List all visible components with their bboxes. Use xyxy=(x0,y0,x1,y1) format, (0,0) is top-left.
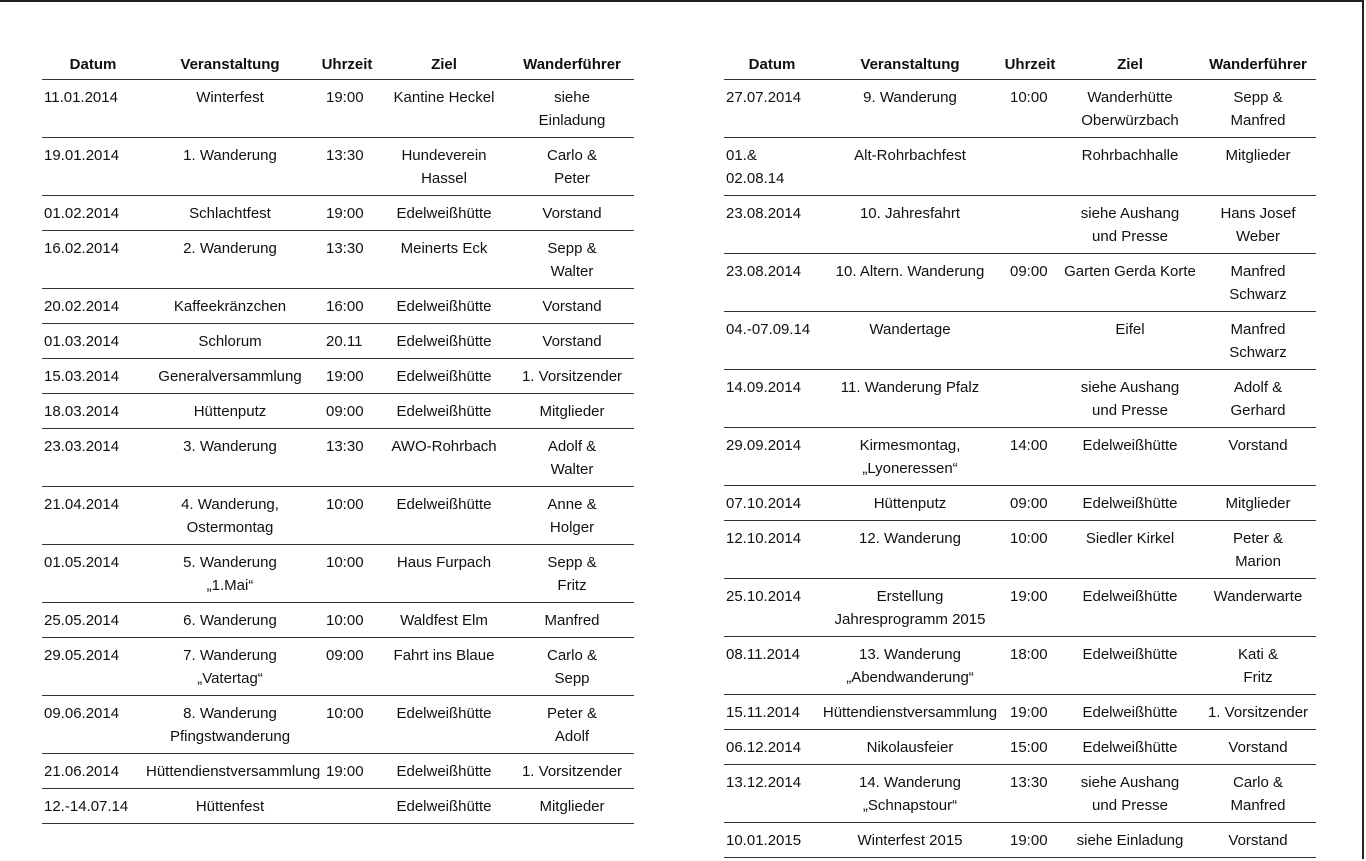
cell-veranstaltung: Hüttenputz xyxy=(820,486,1000,521)
cell-wanderfuehrer: Carlo & Sepp xyxy=(510,638,634,696)
table-row xyxy=(42,80,634,138)
cell-uhrzeit: 19:00 xyxy=(1000,823,1060,858)
cell-wanderfuehrer: Mitglieder xyxy=(1200,486,1316,521)
cell-wanderfuehrer: 1. Vorsitzender xyxy=(510,359,634,394)
cell-veranstaltung: Schlorum xyxy=(144,324,316,359)
cell-uhrzeit xyxy=(1000,312,1060,370)
table-row xyxy=(42,324,634,359)
cell-uhrzeit: 20.11 xyxy=(316,324,378,359)
table-row xyxy=(724,370,1316,428)
cell-ziel: Hundeverein Hassel xyxy=(378,138,510,196)
cell-datum: 21.04.2014 xyxy=(42,487,144,545)
table-row xyxy=(42,429,634,487)
cell-uhrzeit: 10:00 xyxy=(316,487,378,545)
cell-wanderfuehrer: Adolf & Gerhard xyxy=(1200,370,1316,428)
header-datum: Datum xyxy=(42,49,144,80)
cell-veranstaltung: Hüttendienstversammlung xyxy=(820,695,1000,730)
table-row xyxy=(42,487,634,545)
cell-ziel: Edelweißhütte xyxy=(378,754,510,789)
table-row xyxy=(42,289,634,324)
cell-wanderfuehrer: Manfred xyxy=(510,603,634,638)
cell-veranstaltung: Kaffeekränzchen xyxy=(144,289,316,324)
table-row xyxy=(724,823,1316,858)
cell-datum: 18.03.2014 xyxy=(42,394,144,429)
cell-uhrzeit: 10:00 xyxy=(316,545,378,603)
cell-veranstaltung: 12. Wanderung xyxy=(820,521,1000,579)
cell-datum: 25.10.2014 xyxy=(724,579,820,637)
header-ziel: Ziel xyxy=(378,49,510,80)
cell-datum: 01.02.2014 xyxy=(42,196,144,231)
cell-uhrzeit: 10:00 xyxy=(316,603,378,638)
header-uhrzeit: Uhrzeit xyxy=(1000,49,1060,80)
table-row xyxy=(42,754,634,789)
cell-veranstaltung: 8. Wanderung Pfingstwanderung xyxy=(144,696,316,754)
table-row xyxy=(724,765,1316,823)
cell-veranstaltung: Erstellung Jahresprogramm 2015 xyxy=(820,579,1000,637)
cell-veranstaltung: 10. Jahresfahrt xyxy=(820,196,1000,254)
cell-datum: 09.06.2014 xyxy=(42,696,144,754)
cell-veranstaltung: Nikolausfeier xyxy=(820,730,1000,765)
cell-wanderfuehrer: Sepp & Manfred xyxy=(1200,80,1316,138)
cell-uhrzeit xyxy=(1000,196,1060,254)
cell-uhrzeit: 19:00 xyxy=(1000,579,1060,637)
cell-uhrzeit: 13:30 xyxy=(316,429,378,487)
cell-wanderfuehrer: Peter & Adolf xyxy=(510,696,634,754)
cell-ziel: Edelweißhütte xyxy=(378,394,510,429)
cell-datum: 16.02.2014 xyxy=(42,231,144,289)
cell-wanderfuehrer: 1. Vorsitzender xyxy=(510,754,634,789)
cell-datum: 27.07.2014 xyxy=(724,80,820,138)
cell-veranstaltung: Kirmesmontag, „Lyoneressen“ xyxy=(820,428,1000,486)
cell-veranstaltung: 7. Wanderung „Vatertag“ xyxy=(144,638,316,696)
cell-wanderfuehrer: Carlo & Manfred xyxy=(1200,765,1316,823)
cell-datum: 01.05.2014 xyxy=(42,545,144,603)
table-row xyxy=(42,789,634,824)
table-row xyxy=(724,312,1316,370)
schedule-table-left xyxy=(42,49,634,824)
cell-ziel: Rohrbachhalle xyxy=(1060,138,1200,196)
table-row xyxy=(42,138,634,196)
cell-veranstaltung: Hüttenfest xyxy=(144,789,316,824)
cell-datum: 14.09.2014 xyxy=(724,370,820,428)
cell-uhrzeit: 09:00 xyxy=(1000,486,1060,521)
table-row xyxy=(724,428,1316,486)
table-row xyxy=(42,196,634,231)
cell-datum: 29.09.2014 xyxy=(724,428,820,486)
cell-uhrzeit: 09:00 xyxy=(316,638,378,696)
cell-veranstaltung: Schlachtfest xyxy=(144,196,316,231)
cell-uhrzeit: 13:30 xyxy=(1000,765,1060,823)
table-row xyxy=(42,638,634,696)
cell-uhrzeit: 10:00 xyxy=(1000,80,1060,138)
cell-datum: 12.10.2014 xyxy=(724,521,820,579)
cell-wanderfuehrer: Vorstand xyxy=(510,324,634,359)
header-datum: Datum xyxy=(724,49,820,80)
cell-datum: 08.11.2014 xyxy=(724,637,820,695)
cell-ziel: Edelweißhütte xyxy=(378,696,510,754)
cell-veranstaltung: 10. Altern. Wanderung xyxy=(820,254,1000,312)
cell-ziel: Edelweißhütte xyxy=(1060,730,1200,765)
cell-datum: 13.12.2014 xyxy=(724,765,820,823)
table-row xyxy=(42,231,634,289)
cell-datum: 01.03.2014 xyxy=(42,324,144,359)
cell-veranstaltung: 4. Wanderung, Ostermontag xyxy=(144,487,316,545)
cell-wanderfuehrer: Sepp & Walter xyxy=(510,231,634,289)
cell-ziel: AWO-Rohrbach xyxy=(378,429,510,487)
table-row xyxy=(724,730,1316,765)
table-row xyxy=(724,196,1316,254)
table-row xyxy=(42,545,634,603)
cell-uhrzeit xyxy=(1000,370,1060,428)
cell-ziel: Siedler Kirkel xyxy=(1060,521,1200,579)
cell-wanderfuehrer: Manfred Schwarz xyxy=(1200,312,1316,370)
table-row xyxy=(42,394,634,429)
cell-datum: 11.01.2014 xyxy=(42,80,144,138)
cell-veranstaltung: 3. Wanderung xyxy=(144,429,316,487)
cell-wanderfuehrer: Mitglieder xyxy=(1200,138,1316,196)
cell-datum: 15.11.2014 xyxy=(724,695,820,730)
cell-veranstaltung: Winterfest 2015 xyxy=(820,823,1000,858)
cell-uhrzeit xyxy=(1000,138,1060,196)
table-header-row xyxy=(42,49,634,80)
cell-ziel: Edelweißhütte xyxy=(378,789,510,824)
cell-wanderfuehrer: Hans Josef Weber xyxy=(1200,196,1316,254)
cell-datum: 23.03.2014 xyxy=(42,429,144,487)
cell-ziel: Edelweißhütte xyxy=(1060,695,1200,730)
cell-veranstaltung: Alt-Rohrbachfest xyxy=(820,138,1000,196)
cell-ziel: Edelweißhütte xyxy=(378,196,510,231)
cell-wanderfuehrer: Carlo & Peter xyxy=(510,138,634,196)
cell-uhrzeit: 10:00 xyxy=(1000,521,1060,579)
schedule-body-right xyxy=(724,80,1316,858)
cell-wanderfuehrer: Vorstand xyxy=(1200,730,1316,765)
cell-uhrzeit: 19:00 xyxy=(316,754,378,789)
table-row xyxy=(724,80,1316,138)
cell-veranstaltung: Generalversammlung xyxy=(144,359,316,394)
cell-uhrzeit: 13:30 xyxy=(316,231,378,289)
cell-datum: 19.01.2014 xyxy=(42,138,144,196)
header-ziel: Ziel xyxy=(1060,49,1200,80)
table-row xyxy=(724,579,1316,637)
cell-ziel: Edelweißhütte xyxy=(378,359,510,394)
cell-datum: 10.01.2015 xyxy=(724,823,820,858)
table-row xyxy=(724,521,1316,579)
table-header-row xyxy=(724,49,1316,80)
cell-veranstaltung: 13. Wanderung „Abendwanderung“ xyxy=(820,637,1000,695)
cell-veranstaltung: 9. Wanderung xyxy=(820,80,1000,138)
cell-uhrzeit: 19:00 xyxy=(316,80,378,138)
cell-ziel: siehe Aushang und Presse xyxy=(1060,765,1200,823)
header-veranstaltung: Veranstaltung xyxy=(144,49,316,80)
table-row xyxy=(724,695,1316,730)
cell-uhrzeit: 14:00 xyxy=(1000,428,1060,486)
cell-wanderfuehrer: Manfred Schwarz xyxy=(1200,254,1316,312)
cell-wanderfuehrer: siehe Einladung xyxy=(510,80,634,138)
cell-datum: 29.05.2014 xyxy=(42,638,144,696)
cell-ziel: Waldfest Elm xyxy=(378,603,510,638)
cell-ziel: Edelweißhütte xyxy=(378,487,510,545)
cell-datum: 20.02.2014 xyxy=(42,289,144,324)
cell-uhrzeit: 19:00 xyxy=(316,196,378,231)
cell-ziel: Garten Gerda Korte xyxy=(1060,254,1200,312)
header-wanderfuehrer: Wanderführer xyxy=(510,49,634,80)
cell-wanderfuehrer: Mitglieder xyxy=(510,394,634,429)
cell-ziel: Kantine Heckel xyxy=(378,80,510,138)
cell-ziel: Edelweißhütte xyxy=(1060,637,1200,695)
cell-ziel: Fahrt ins Blaue xyxy=(378,638,510,696)
cell-datum: 01.& 02.08.14 xyxy=(724,138,820,196)
cell-uhrzeit: 19:00 xyxy=(316,359,378,394)
table-row xyxy=(724,486,1316,521)
cell-uhrzeit: 19:00 xyxy=(1000,695,1060,730)
header-wanderfuehrer: Wanderführer xyxy=(1200,49,1316,80)
cell-veranstaltung: Winterfest xyxy=(144,80,316,138)
cell-wanderfuehrer: Anne & Holger xyxy=(510,487,634,545)
cell-veranstaltung: 14. Wanderung „Schnapstour“ xyxy=(820,765,1000,823)
table-row xyxy=(724,138,1316,196)
cell-ziel: siehe Aushang und Presse xyxy=(1060,196,1200,254)
cell-uhrzeit: 09:00 xyxy=(1000,254,1060,312)
cell-datum: 07.10.2014 xyxy=(724,486,820,521)
cell-datum: 12.-14.07.14 xyxy=(42,789,144,824)
cell-datum: 23.08.2014 xyxy=(724,254,820,312)
cell-uhrzeit: 15:00 xyxy=(1000,730,1060,765)
cell-ziel: siehe Einladung xyxy=(1060,823,1200,858)
schedule-body-left xyxy=(42,80,634,824)
cell-wanderfuehrer: Vorstand xyxy=(1200,823,1316,858)
cell-ziel: Edelweißhütte xyxy=(1060,579,1200,637)
cell-uhrzeit xyxy=(316,789,378,824)
cell-wanderfuehrer: Adolf & Walter xyxy=(510,429,634,487)
cell-uhrzeit: 13:30 xyxy=(316,138,378,196)
cell-datum: 25.05.2014 xyxy=(42,603,144,638)
cell-wanderfuehrer: Wanderwarte xyxy=(1200,579,1316,637)
cell-wanderfuehrer: Vorstand xyxy=(510,196,634,231)
cell-veranstaltung: Hüttendienstversammlung xyxy=(144,754,316,789)
cell-wanderfuehrer: 1. Vorsitzender xyxy=(1200,695,1316,730)
cell-veranstaltung: 6. Wanderung xyxy=(144,603,316,638)
cell-veranstaltung: 5. Wanderung „1.Mai“ xyxy=(144,545,316,603)
cell-ziel: Edelweißhütte xyxy=(378,289,510,324)
cell-ziel: siehe Aushang und Presse xyxy=(1060,370,1200,428)
cell-ziel: Edelweißhütte xyxy=(1060,486,1200,521)
cell-wanderfuehrer: Kati & Fritz xyxy=(1200,637,1316,695)
cell-wanderfuehrer: Vorstand xyxy=(510,289,634,324)
cell-datum: 23.08.2014 xyxy=(724,196,820,254)
cell-ziel: Eifel xyxy=(1060,312,1200,370)
cell-ziel: Haus Furpach xyxy=(378,545,510,603)
cell-wanderfuehrer: Vorstand xyxy=(1200,428,1316,486)
cell-wanderfuehrer: Mitglieder xyxy=(510,789,634,824)
cell-ziel: Edelweißhütte xyxy=(378,324,510,359)
table-row xyxy=(42,359,634,394)
cell-uhrzeit: 09:00 xyxy=(316,394,378,429)
cell-wanderfuehrer: Peter & Marion xyxy=(1200,521,1316,579)
cell-datum: 21.06.2014 xyxy=(42,754,144,789)
cell-wanderfuehrer: Sepp & Fritz xyxy=(510,545,634,603)
cell-veranstaltung: Wandertage xyxy=(820,312,1000,370)
cell-ziel: Meinerts Eck xyxy=(378,231,510,289)
table-row xyxy=(42,696,634,754)
table-row xyxy=(42,603,634,638)
cell-datum: 15.03.2014 xyxy=(42,359,144,394)
cell-ziel: Wanderhütte Oberwürzbach xyxy=(1060,80,1200,138)
table-row xyxy=(724,254,1316,312)
cell-ziel: Edelweißhütte xyxy=(1060,428,1200,486)
cell-veranstaltung: 11. Wanderung Pfalz xyxy=(820,370,1000,428)
header-uhrzeit: Uhrzeit xyxy=(316,49,378,80)
cell-datum: 06.12.2014 xyxy=(724,730,820,765)
cell-veranstaltung: 2. Wanderung xyxy=(144,231,316,289)
header-veranstaltung: Veranstaltung xyxy=(820,49,1000,80)
schedule-table-right xyxy=(724,49,1316,858)
cell-datum: 04.-07.09.14 xyxy=(724,312,820,370)
cell-uhrzeit: 10:00 xyxy=(316,696,378,754)
cell-veranstaltung: Hüttenputz xyxy=(144,394,316,429)
cell-veranstaltung: 1. Wanderung xyxy=(144,138,316,196)
table-row xyxy=(724,637,1316,695)
cell-uhrzeit: 18:00 xyxy=(1000,637,1060,695)
cell-uhrzeit: 16:00 xyxy=(316,289,378,324)
